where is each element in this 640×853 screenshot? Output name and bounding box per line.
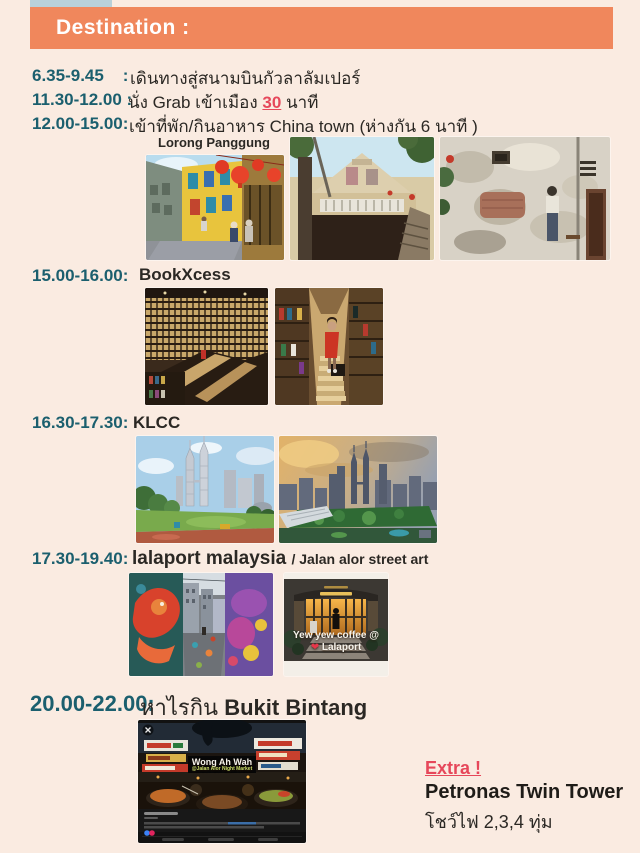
bookxcess-hall-illustration <box>145 288 268 405</box>
heritage-house-illustration <box>290 137 434 260</box>
photo-bookxcess-hall <box>145 288 268 405</box>
time-lalaport: 17.30-19.40: <box>32 549 129 568</box>
time-bookxcess: 15.00-16.00: <box>32 266 129 285</box>
extra-block <box>425 758 623 836</box>
time-airport: 6.35-9.45 : <box>32 66 129 85</box>
coffee-caption-line2 <box>284 642 388 653</box>
coffee-caption-line1: Yew yew coffee @ <box>293 630 379 641</box>
label-grab <box>128 89 318 116</box>
photo-yew-yew-coffee <box>284 573 388 676</box>
photo-klcc-skyline-sunset <box>279 436 437 543</box>
sublabel-lorong-panggung: Lorong Panggung <box>158 135 270 150</box>
time-klcc: 16.30-17.30: <box>32 413 129 432</box>
label-chinatown: เข้าที่พัก/กินอาหาร China town (ห่างกัน 6 นาที ) <box>129 117 478 136</box>
chinatown-street-illustration <box>146 155 284 260</box>
label-lalaport-main: lalaport malaysia <box>132 548 292 569</box>
food-post-illustration <box>138 720 306 843</box>
time-grab: 11.30-12.00 : <box>32 90 133 109</box>
heart-icon: ❤ <box>310 642 320 653</box>
label-grab-minutes: 30 <box>262 93 282 112</box>
photo-chinatown-mural-wall <box>440 137 610 260</box>
food-post-subtitle: @Jalan Alor Night Market <box>191 766 253 772</box>
bookxcess-corridor-illustration <box>275 288 383 405</box>
street-art-illustration <box>129 573 273 676</box>
mural-wall-illustration <box>440 137 610 260</box>
photo-chinatown-heritage-house <box>290 137 434 260</box>
extra-subtitle: โชว์ไฟ 2,3,4 ทุ่ม <box>425 812 553 832</box>
food-post-title: Wong Ah Wah <box>191 757 253 767</box>
page-title: Destination : <box>56 16 190 39</box>
label-lalaport <box>132 548 428 570</box>
photo-klcc-towers-day <box>136 436 274 543</box>
label-bookxcess: BookXcess <box>139 265 231 284</box>
coffee-shop-illustration <box>284 573 388 676</box>
label-grab-pre: นั่ง Grab เข้าเมือง <box>128 93 263 112</box>
extra-label: Extra ! <box>425 758 482 778</box>
header-bar <box>30 7 613 49</box>
label-bukit-bold: Bukit Bintang <box>224 695 368 720</box>
time-chinatown: 12.00-15.00: <box>32 114 129 133</box>
coffee-caption-line2-text: Lalaport <box>319 642 362 653</box>
extra-title: Petronas Twin Tower <box>425 781 624 803</box>
photo-jalan-alor-street-art <box>129 573 273 676</box>
photo-chinatown-street <box>146 155 284 260</box>
label-klcc: KLCC <box>133 413 181 432</box>
time-bukit-bintang: 20.00-22.00: <box>30 691 155 716</box>
klcc-sunset-illustration <box>279 436 437 543</box>
accent-strip <box>30 0 112 7</box>
label-grab-post: นาที <box>281 93 319 112</box>
label-airport: เดินทางสู่สนามบินกัวลาลัมเปอร์ <box>130 69 361 88</box>
label-lalaport-suffix: / Jalan alor street art <box>291 551 429 567</box>
label-bukit-pre: หาไรกิน <box>140 695 225 720</box>
photo-wong-ah-wah-post <box>138 720 306 843</box>
photo-bookxcess-corridor <box>275 288 383 405</box>
klcc-day-illustration <box>136 436 274 543</box>
